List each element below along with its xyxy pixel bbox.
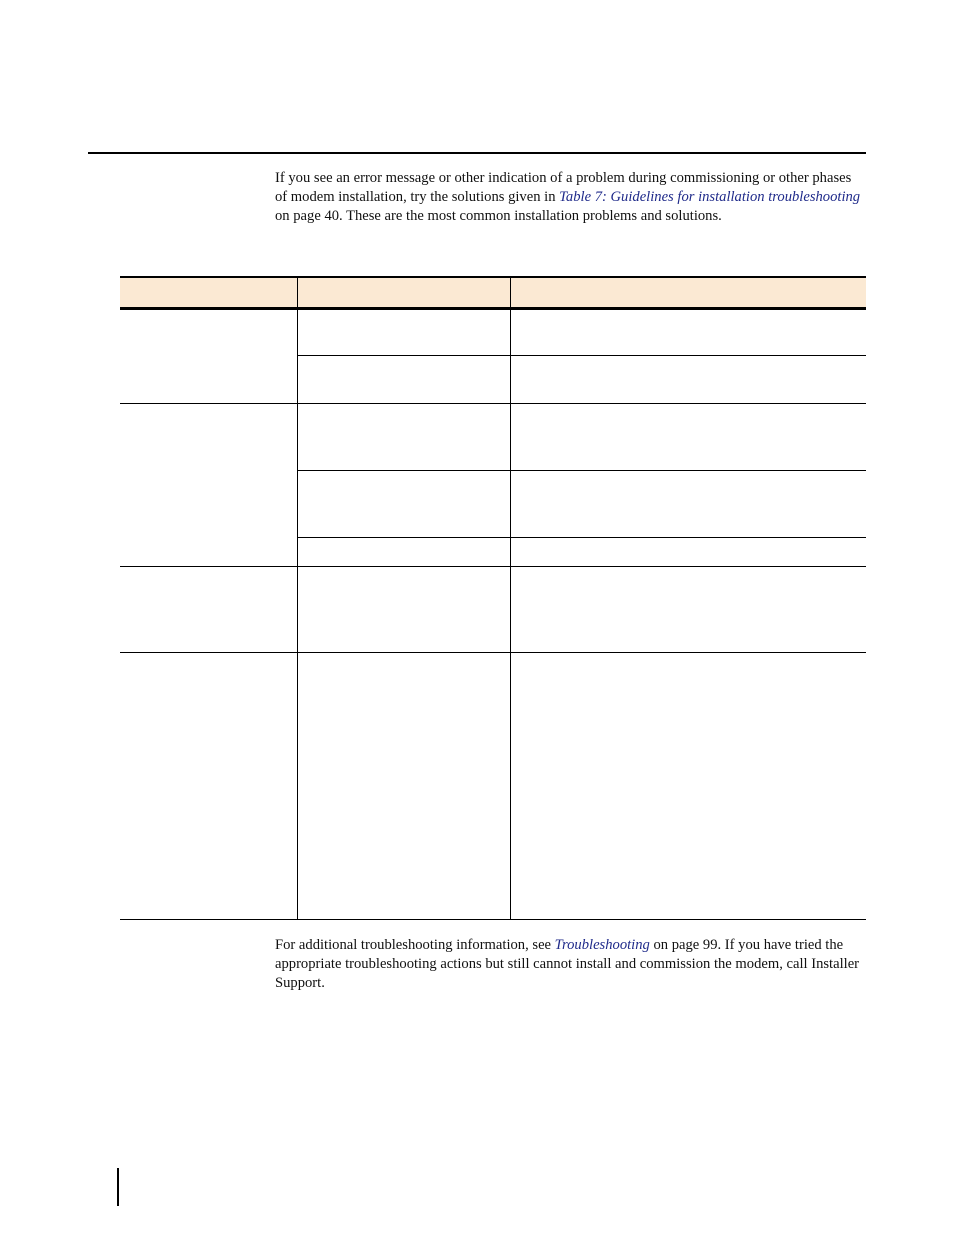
table-row — [120, 404, 866, 471]
cause-cell — [297, 309, 510, 356]
top-rule — [88, 152, 866, 154]
table-7-link[interactable]: Table 7: Guidelines for installation troubleshooting — [559, 189, 861, 205]
problem-cell — [120, 567, 297, 653]
solution-cell — [510, 309, 866, 356]
table-row — [120, 309, 866, 356]
intro-text-before: If you see an error message or other indication of a problem during commissioning or other phases of modem installation, try the solutions given in — [275, 170, 852, 205]
table-row — [120, 653, 866, 920]
solution-cell — [510, 653, 866, 920]
solution-cell — [510, 471, 866, 538]
cause-cell — [297, 567, 510, 653]
problem-cell — [120, 309, 297, 404]
problem-cell — [120, 653, 297, 920]
table-row — [120, 567, 866, 653]
intro-text-after: on page 40. These are the most common installation problems and solutions. — [275, 208, 722, 224]
cause-cell — [297, 404, 510, 471]
change-bar — [117, 1168, 119, 1206]
intro-paragraph — [275, 169, 867, 226]
outro-paragraph — [275, 936, 867, 993]
header-cell-2 — [297, 277, 510, 309]
solution-cell — [510, 356, 866, 404]
solution-cell — [510, 538, 866, 567]
troubleshooting-table — [120, 276, 866, 920]
header-cell-1 — [120, 277, 297, 309]
cause-cell — [297, 356, 510, 404]
cause-cell — [297, 471, 510, 538]
solution-cell — [510, 404, 866, 471]
header-cell-3 — [510, 277, 866, 309]
cause-cell — [297, 653, 510, 920]
solution-cell — [510, 567, 866, 653]
outro-text-before: For additional troubleshooting information, see — [275, 937, 555, 953]
cause-cell — [297, 538, 510, 567]
outro-text-after: on page 99. If you have tried the appropriate troubleshooting actions but still cannot install and commission the modem, call Installer Support. — [275, 937, 860, 991]
troubleshooting-link[interactable]: Troubleshooting — [554, 937, 650, 953]
problem-cell — [120, 404, 297, 567]
table-header-row — [120, 277, 866, 309]
